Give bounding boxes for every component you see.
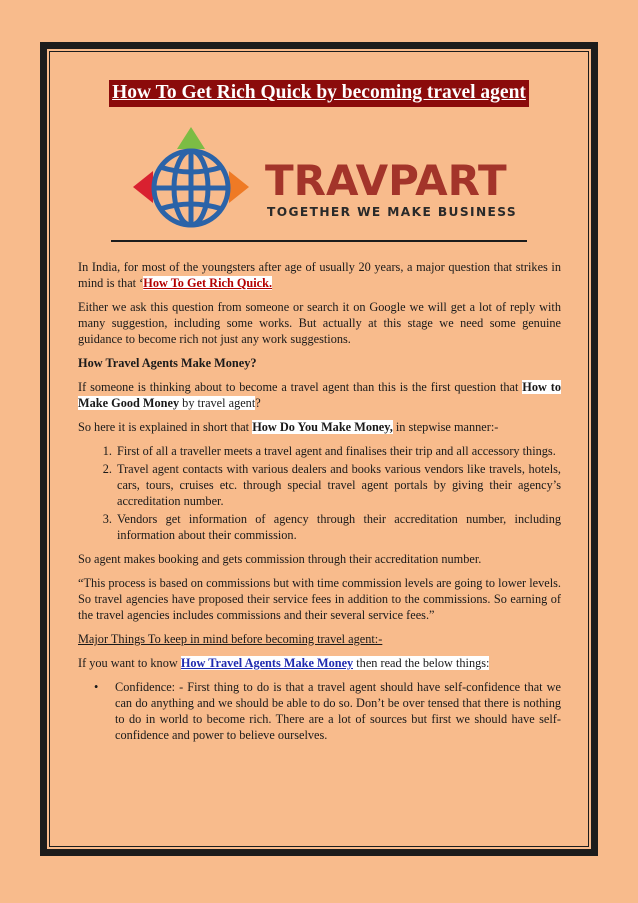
list-item: 1. First of all a traveller meets a travel agent and finalises their trip and all accessory things.: [115, 443, 561, 459]
logo-tagline: TOGETHER WE MAKE BUSINESS: [267, 205, 518, 219]
paragraph-stepwise: So here it is explained in short that How Do You Make Money, in stepwise manner:-: [78, 420, 499, 434]
how-to-get-rich-quick-link[interactable]: How To Get Rich Quick.: [143, 276, 273, 290]
paragraph-google: Either we ask this question from someone or search it on Google we will get a lot of reply with many suggestion, including some works. But actually at this stage we need some genuine guidance to become rich not just any work suggestions.: [78, 300, 561, 346]
heading-major-things: Major Things To keep in mind before becoming travel agent:-: [78, 632, 383, 646]
globe-icon: [154, 151, 228, 225]
logo-triangle-left: [133, 171, 153, 203]
list-item: • Confidence: - First thing to do is that a travel agent should have self-confidence that we can do anything and we should be able to do so. Don’t be over tensed that there is nothing to do in world to become rich. There are a lot of sources but first we should have self-confidence and power to believe ourselves.: [94, 680, 561, 742]
travpart-logo: [131, 125, 526, 235]
paragraph-commission: So agent makes booking and gets commission through their accreditation number.: [78, 552, 482, 566]
heading-how-travel-agents-make-money: How Travel Agents Make Money?: [78, 356, 257, 370]
bullet-icon: •: [94, 680, 99, 694]
list-item: 2. Travel agent contacts with various dealers and books various vendors like travels, hotels, cars, tours, cruises etc. through special travel agent portals by giving their agency’s accreditation number.: [115, 461, 561, 509]
things-list: [78, 679, 561, 743]
how-travel-agents-make-money-link[interactable]: How Travel Agents Make Money: [180, 656, 354, 670]
page-title: How To Get Rich Quick by becoming travel agent: [109, 80, 529, 107]
logo-triangle-right: [229, 171, 249, 203]
good-money-highlight: How to Make Good Money: [78, 380, 561, 410]
make-money-highlight: How Do You Make Money,: [252, 420, 393, 434]
logo-triangle-top: [177, 127, 205, 149]
steps-list: [78, 443, 561, 543]
quote-paragraph: “This process is based on commissions but with time commission levels are going to lower levels. So travel agencies have proposed their service fees in addition to the commissions. So earning of the travel agencies includes commissions and their several service fees.”: [78, 576, 561, 622]
logo-name: TRAVPART: [265, 156, 507, 205]
paragraph-first-question: If someone is thinking about to become a travel agent than this is the first question that How to Make Good Money by travel agent?: [78, 380, 561, 410]
intro-paragraph: In India, for most of the youngsters after age of usually 20 years, a major question that strikes in mind is that ‘How To Get Rich Quick.: [78, 260, 561, 290]
list-item: 3. Vendors get information of agency through their accreditation number, including information about their commission.: [115, 511, 561, 543]
title-container: [0, 80, 638, 107]
paragraph-read-below: If you want to know How Travel Agents Make Money then read the below things:: [78, 656, 490, 670]
divider-line: [111, 240, 527, 242]
article-body: [78, 259, 561, 743]
